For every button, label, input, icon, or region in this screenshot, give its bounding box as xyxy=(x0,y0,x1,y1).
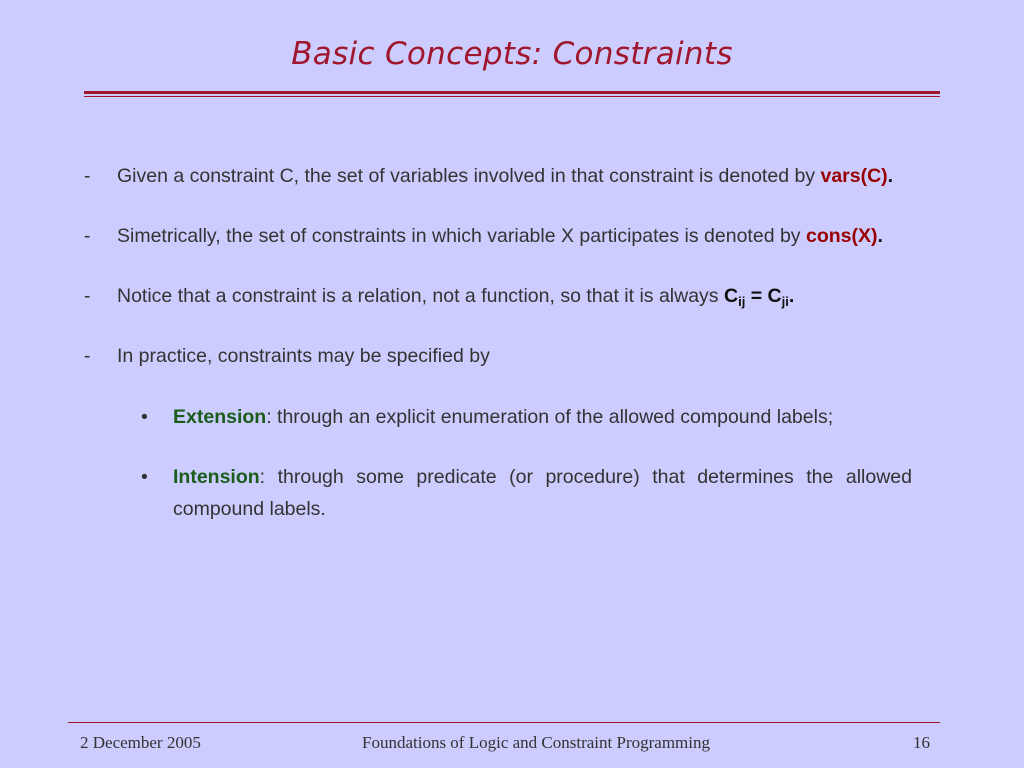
formula-end: . xyxy=(788,285,795,307)
list-item-vars xyxy=(84,160,912,192)
item-text: In practice, constraints may be specified by xyxy=(117,345,490,367)
term-suffix: . xyxy=(877,225,883,247)
dash-marker: - xyxy=(84,225,91,247)
list-item-cons xyxy=(84,220,912,252)
formula-rhs: $C_{ji}$ xyxy=(767,285,789,309)
formula-lhs: $C_{ij}$ xyxy=(723,285,746,309)
slide-title: Basic Concepts: Constraints xyxy=(291,36,733,72)
term-vars: vars(C) xyxy=(820,165,888,187)
title-divider-thin xyxy=(84,96,940,97)
slide-content xyxy=(84,160,912,525)
dash-marker: - xyxy=(84,345,91,367)
item-text: Simetrically, the set of constraints in which variable X participates is denoted by xyxy=(117,225,806,247)
item-text: Given a constraint C, the set of variables involved in that constraint is denoted by xyxy=(117,165,821,187)
item-text: Notice that a constraint is a relation, not a function, so that it is always xyxy=(117,285,724,307)
formula-equals: = xyxy=(745,285,768,307)
title-divider-thick xyxy=(84,91,940,94)
term-extension: Extension xyxy=(173,406,267,428)
item-text: : through some predicate (or procedure) that determines the allowed compound labels. xyxy=(173,466,912,520)
term-intension: Intension xyxy=(173,466,260,488)
bullet-marker: • xyxy=(141,406,148,428)
footer-date: 2 December 2005 xyxy=(80,733,201,752)
item-text: : through an explicit enumeration of the allowed compound labels; xyxy=(266,406,834,428)
page-number: 16 xyxy=(913,733,930,752)
dash-marker: - xyxy=(84,165,91,187)
sub-item-intension xyxy=(84,461,912,525)
bullet-marker: • xyxy=(141,466,148,488)
sub-item-extension xyxy=(84,401,912,433)
term-suffix: . xyxy=(887,165,894,187)
footer-divider xyxy=(68,722,940,723)
term-cons: cons(X) xyxy=(805,225,878,247)
dash-marker: - xyxy=(84,285,91,307)
list-item-practice xyxy=(84,340,912,372)
list-item-relation xyxy=(84,280,912,312)
footer-course-title: Foundations of Logic and Constraint Programming xyxy=(362,733,710,752)
